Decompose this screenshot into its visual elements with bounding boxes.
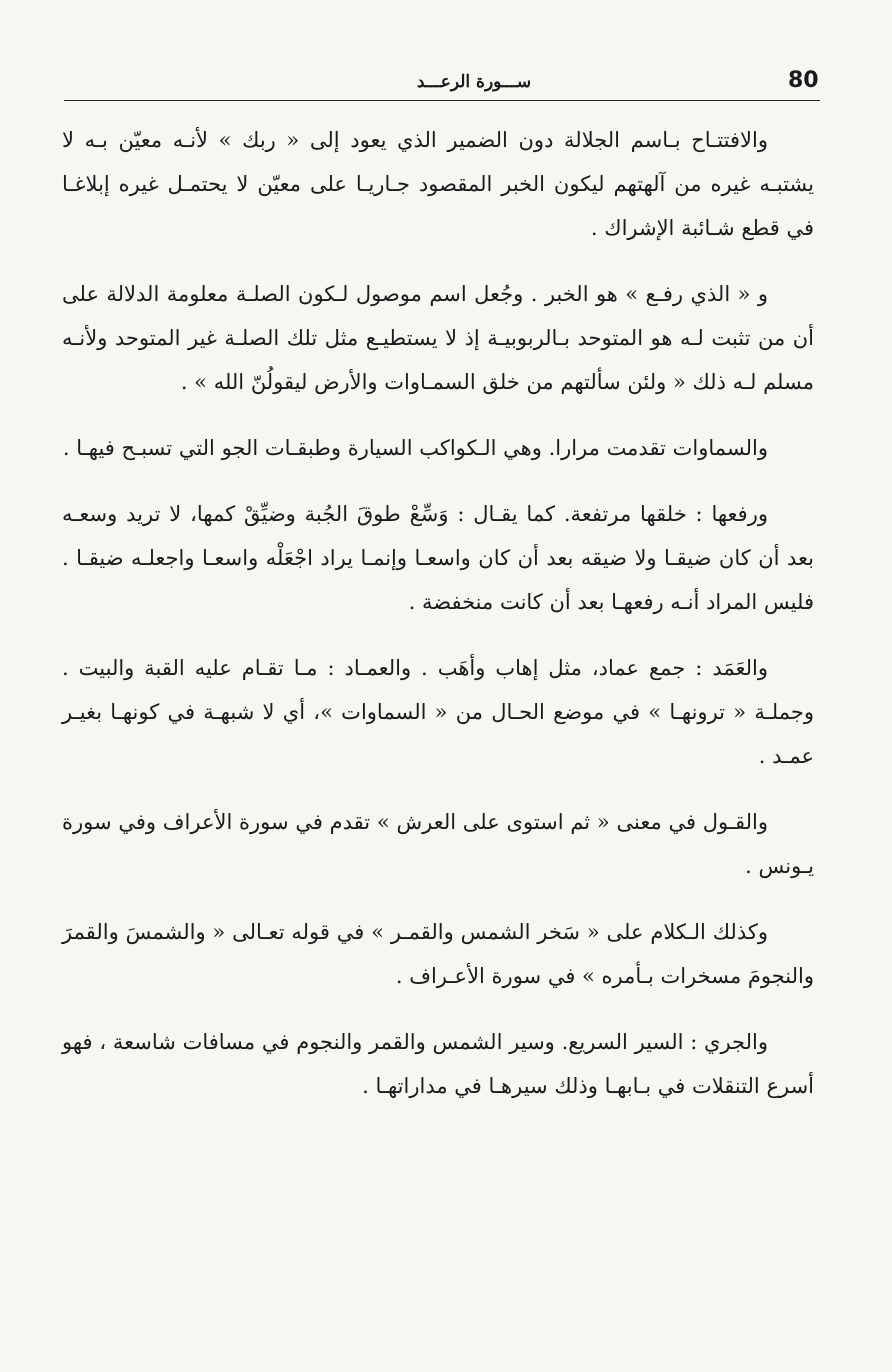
page-number: 80 <box>788 68 819 93</box>
paragraph-3: والسماوات تقدمت مرارا. وهي الـكواكب السيارة وطبقـات الجو التي تسبـح فيهـا . <box>62 436 768 460</box>
paragraph-7: وكذلك الـكلام على « سَخر الشمس والقمـر » في قوله تعـالى « والشمسَ والقمرَ والنجومَ مسخرات بـأمره » في سورة الأعـراف . <box>62 920 814 988</box>
paragraph-1: والافتتـاح بـاسم الجلالة دون الضمير الذي يعود إلى « ربك » لأنـه معيّن بـه لا يشتبـه غيره من آلهتهم ليكون الخبر المقصود جـاريـا على معيّن لا يحتمـل غيره إبلاغـا في قطع شـائبة الإشراك . <box>62 128 815 240</box>
running-title: ســـورة الرعـــد <box>416 72 532 92</box>
paragraph-8: والجري : السير السريع. وسير الشمس والقمر والنجوم في مسافات شاسعة ، فهو أسرع التنقلات في بـابهـا وذلك سيرهـا في مداراتهـا . <box>62 1030 814 1098</box>
paragraph-5: والعَمَد : جمع عماد، مثل إهاب وأهَب . والعمـاد : مـا تقـام عليه القبة والبيت . وجملـة « ترونهـا » في موضع الحـال من « السماوات »، أي لا شبهـة في كونهـا بغيـر عمـد . <box>62 656 814 768</box>
paragraph-2: و « الذي رفـع » هو الخبر . وجُعل اسم موصول لـكون الصلـة معلومة الدلالة على أن من تثبت لـه هو المتوحد بـالربوبيـة إذ لا يستطيـع مثل تلك الصلـة غير المتوحد ولأنـه مسلم لـه ذلك « ولئن سألتهم من خلق السمـاوات والأرض ليقولُنّ الله » . <box>62 282 814 394</box>
page-header <box>64 60 820 102</box>
paragraph-6: والقـول في معنى « ثم استوى على العرش » تقدم في سورة الأعراف وفي سورة يـونس . <box>62 810 814 878</box>
body-text <box>62 118 814 1130</box>
paragraph-4: ورفعها : خلقها مرتفعة. كما يقـال : وَسِّعْ طوقَ الجُبة وضيِّقْ كمها، لا تريد وسعـه بعد أن كان ضيقـا ولا ضيقه بعد أن كان واسعـا وإنمـا يراد اجْعَلْه واسعـا واجعلـه ضيقـا . فليس المراد أنـه رفعهـا بعد أن كانت منخفضة . <box>62 502 814 614</box>
header-rule <box>64 100 820 101</box>
